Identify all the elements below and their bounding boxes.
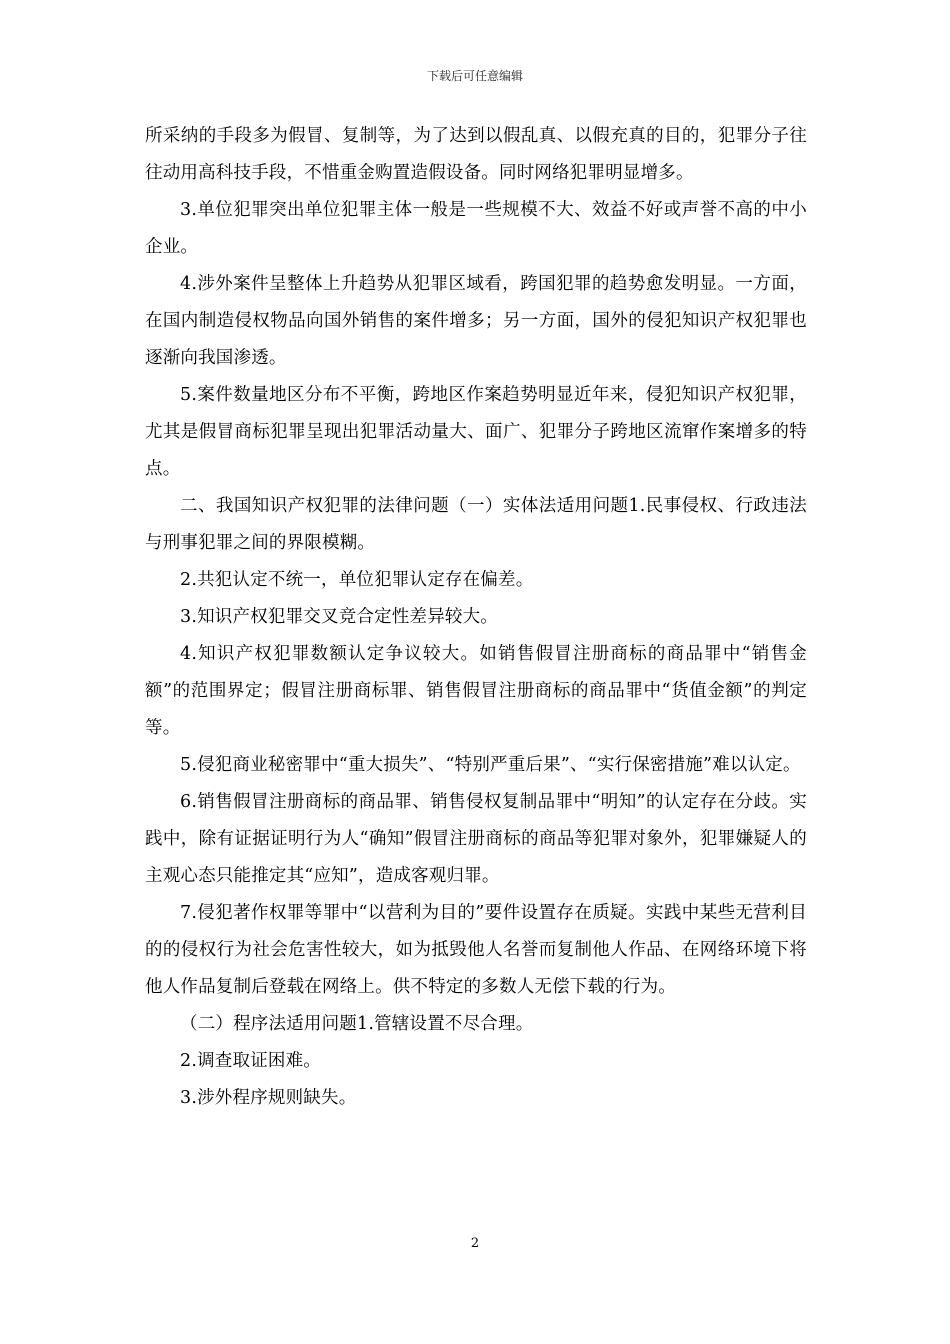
paragraph-trade-secret: 5.侵犯商业秘密罪中“重大损失”、“特别严重后果”、“实行保密措施”难以认定。	[180, 755, 801, 775]
paragraph-regional-distribution: 5.案件数量地区分布不平衡，跨地区作案趋势明显近年来，侵犯知识产权犯罪，尤其是假冒商标犯罪呈现出犯罪活动量大、面广、犯罪分子跨地区流窜作案增多的特点。	[145, 385, 807, 479]
document-body	[145, 118, 807, 1117]
paragraph-overlap: 3.知识产权犯罪交叉竞合定性差异较大。	[180, 607, 498, 627]
paragraph-amount-dispute: 4.知识产权犯罪数额认定争议较大。如销售假冒注册商标的商品罪中“销售金额”的范围界定；假冒注册商标罪、销售假冒注册商标的商品罪中“货值金额”的判定等。	[145, 644, 807, 738]
paragraph-unit-crime: 3.单位犯罪突出单位犯罪主体一般是一些规模不大、效益不好或声誉不高的中小企业。	[145, 200, 807, 257]
paragraph-evidence: 2.调查取证困难。	[180, 1051, 321, 1071]
paragraph-foreign-cases: 4.涉外案件呈整体上升趋势从犯罪区域看，跨国犯罪的趋势愈发明显。一方面，在国内制造侵权物品向国外销售的案件增多；另一方面，国外的侵犯知识产权犯罪也逐渐向我国渗透。	[145, 274, 807, 368]
paragraph-foreign-procedure: 3.涉外程序规则缺失。	[180, 1088, 357, 1108]
paragraph-section-two-heading: 二、我国知识产权犯罪的法律问题（一）实体法适用问题1.民事侵权、行政违法与刑事犯罪之间的界限模糊。	[145, 496, 807, 553]
paragraph-continuation: 所采纳的手段多为假冒、复制等，为了达到以假乱真、以假充真的目的，犯罪分子往往动用高科技手段，不惜重金购置造假设备。同时网络犯罪明显增多。	[145, 126, 807, 183]
paragraph-accomplice: 2.共犯认定不统一，单位犯罪认定存在偏差。	[180, 570, 534, 590]
page-number: 2	[470, 1236, 480, 1251]
paragraph-profit-purpose: 7.侵犯著作权罪等罪中“以营利为目的”要件设置存在质疑。实践中某些无营利目的的侵权行为社会危害性较大，如为抵毁他人名誉而复制他人作品、在网络环境下将他人作品复制后登载在网络上。供不特定的多数人无偿下载的行为。	[145, 903, 807, 997]
paragraph-procedure-heading: （二）程序法适用问题1.管辖设置不尽合理。	[180, 1014, 534, 1034]
page-header: 下载后可任意编辑	[426, 69, 523, 83]
paragraph-knowledge: 6.销售假冒注册商标的商品罪、销售侵权复制品罪中“明知”的认定存在分歧。实践中，除有证据证明行为人“确知”假冒注册商标的商品等犯罪对象外，犯罪嫌疑人的主观心态只能推定其“应知”，造成客观归罪。	[145, 792, 807, 886]
